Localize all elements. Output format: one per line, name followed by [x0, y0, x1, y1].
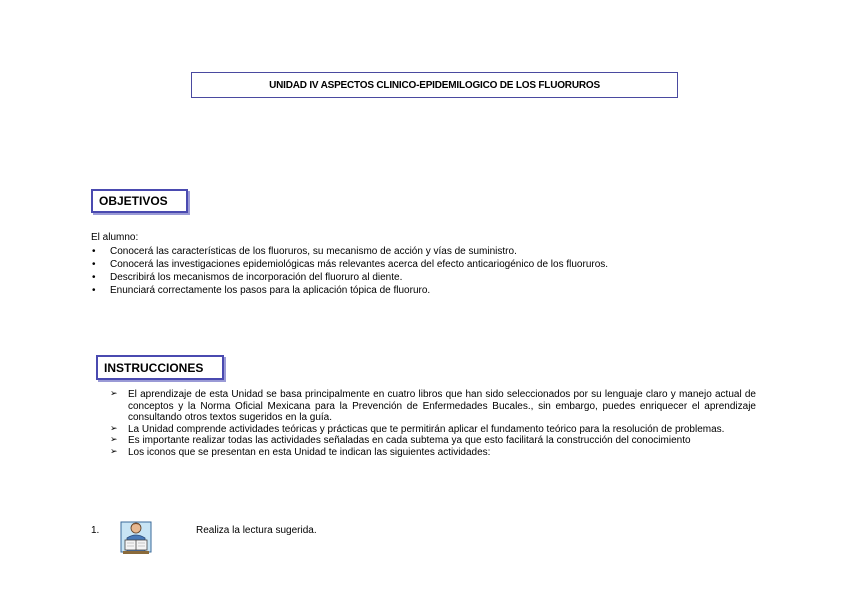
objetivos-heading: OBJETIVOS	[91, 189, 188, 213]
list-item: ➢ Los iconos que se presentan en esta Unidad te indican las siguientes actividades:	[110, 447, 756, 459]
list-item: • Conocerá las investigaciones epidemiológicas más relevantes acerca del efecto anticariogénico de los fluoruros.	[91, 258, 608, 271]
list-item: • Enunciará correctamente los pasos para la aplicación tópica de fluoruro.	[91, 284, 608, 297]
instrucciones-list	[110, 389, 756, 458]
list-item: ➢ El aprendizaje de esta Unidad se basa principalmente en cuatro libros que han sido seleccionados por su lenguaje claro y manejo actual de conceptos y la Norma Oficial Mexicana para la Prevención de Enfermedades Bucales., sin embargo, puedes enriquecer el aprendizaje consultando otros textos sugeridos en la guía.	[110, 389, 756, 424]
list-item: • Describirá los mecanismos de incorporación del fluoruro al diente.	[91, 271, 608, 284]
unit-title: UNIDAD IV ASPECTOS CLINICO-EPIDEMILOGICO DE LOS FLUORUROS	[191, 72, 678, 98]
list-item: ➢ La Unidad comprende actividades teóricas y prácticas que te permitirán aplicar el fundamento teórico para la resolución de problemas.	[110, 424, 756, 436]
objetivos-intro: El alumno:	[91, 232, 139, 243]
objetivos-list	[91, 245, 608, 297]
instrucciones-heading: INSTRUCCIONES	[96, 355, 224, 380]
activity-row	[91, 516, 491, 558]
activity-number: 1.	[91, 525, 100, 536]
list-item: • Conocerá las características de los fluoruros, su mecanismo de acción y vías de suministro.	[91, 245, 608, 258]
list-item: ➢ Es importante realizar todas las actividades señaladas en cada subtema ya que esto facilitará la construcción del conocimiento	[110, 435, 756, 447]
reading-person-icon	[118, 516, 154, 556]
activity-text: Realiza la lectura sugerida.	[196, 525, 317, 536]
